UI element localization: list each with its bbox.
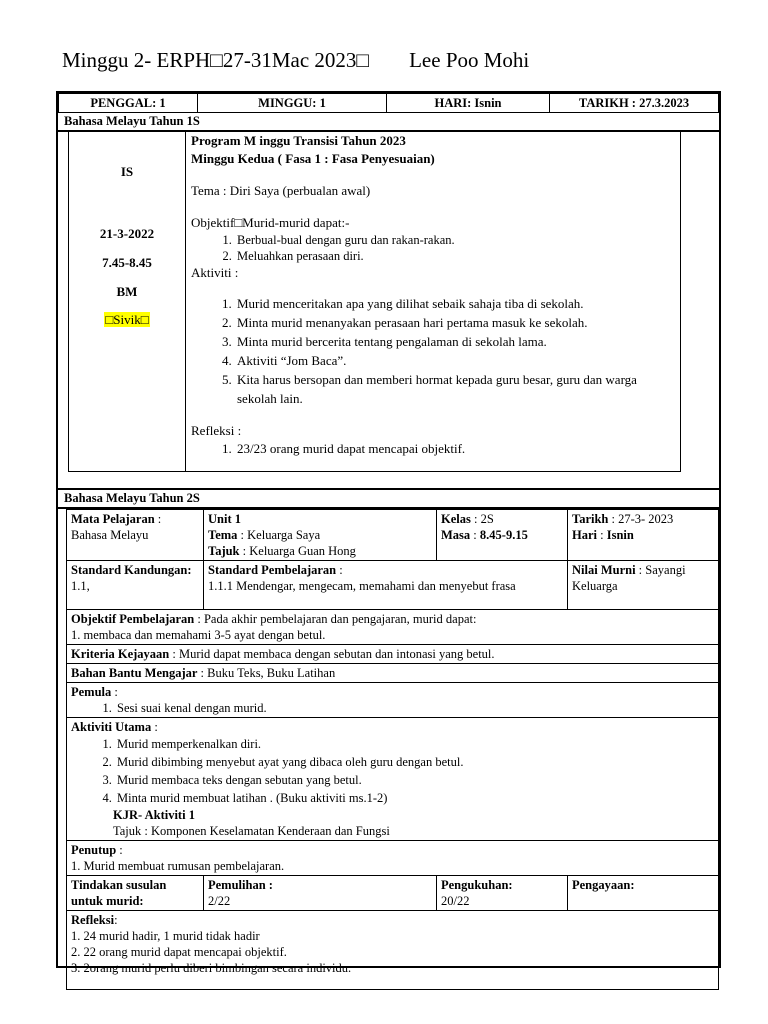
aktiviti-list [191,294,675,408]
objektif-pembelajaran-cell: Objektif Pembelajaran : Pada akhir pembelajaran dan pengajaran, murid dapat: 1. membaca dan memahami 3-5 ayat dengan betul. [67,610,719,645]
pemula-label: Pemula [71,685,112,699]
document-title [62,48,529,73]
program-subtitle: Minggu Kedua ( Fasa 1 : Fasa Penyesuaian) [191,151,435,166]
section1-body [58,132,719,490]
kelas-cell: Kelas : 2S Masa : 8.45-9.15 [437,510,568,561]
kriteria-cell: Kriteria Kejayaan : Murid dapat membaca dengan sebutan dan intonasi yang betul. [67,645,719,664]
minggu-cell: MINGGU: 1 [198,94,387,113]
class-code: IS [120,164,134,179]
list-item: 3. Minta murid bercerita tentang pengalaman di sekolah lama. [235,332,675,351]
program-title: Program M inggu Transisi Tahun 2023 [191,133,406,148]
refleksi-list [191,440,675,457]
refleksi-label: Refleksi [71,913,115,927]
objektif-label: Objektif□Murid-murid dapat:- [191,215,350,230]
hari-label: Hari [572,528,597,542]
mata-pelajaran-cell: Mata Pelajaran : Bahasa Melayu [67,510,204,561]
penggal-cell: PENGGAL: 1 [59,94,198,113]
kriteria-value: Murid dapat membaca dengan sebutan dan intonasi yang betul. [178,647,495,661]
list-item: 4. Minta murid membuat latihan . (Buku aktiviti ms.1-2) [115,789,714,807]
kjr-tajuk: Tajuk : Komponen Keselamatan Kenderaan dan Fungsi [113,824,390,838]
sp-value: 1.1.1 Mendengar, mengecam, memahami dan menyebut frasa [208,579,516,593]
list-item: 1. 23/23 orang murid dapat mencapai objektif. [235,440,675,457]
tindakan-cell: Tindakan susulan untuk murid: [67,876,204,911]
mata-pelajaran-label: Mata Pelajaran [71,512,155,526]
pengukuhan-label: Pengukuhan: [441,878,513,892]
mata-pelajaran-value: Bahasa Melayu [71,528,149,542]
bbm-value: Buku Teks, Buku Latihan [207,666,336,680]
bbm-label: Bahan Bantu Mengajar [71,666,198,680]
list-item: 1. Sesi suai kenal dengan murid. [115,700,714,716]
hari-cell: HARI: Isnin [387,94,550,113]
lesson-plan-frame [56,91,721,975]
section2-heading: Bahasa Melayu Tahun 2S [58,490,719,509]
tarikh-hari-cell: Tarikh : 27-3- 2023 Hari : Isnin [568,510,719,561]
kjr-title: KJR- Aktiviti 1 [113,808,195,822]
week-title: Minggu 2- ERPH□27-31Mac 2023□ [62,48,370,72]
aktiviti-label: Aktiviti : [191,265,239,280]
tarikh-cell: TARIKH : 27.3.2023 [550,94,719,113]
pengukuhan-value: 20/22 [441,894,470,908]
penutup-item: 1. Murid membuat rumusan pembelajaran. [71,859,285,873]
refleksi-item: 3. 2orang murid perlu diberi bimbingan secara individu. [71,961,352,975]
objektif-value: Pada akhir pembelajaran dan pengajaran, murid dapat: [203,612,477,626]
list-item: 4. Aktiviti “Jom Baca”. [235,351,675,370]
aktiviti-label: Aktiviti Utama [71,720,152,734]
penutup-cell: Penutup : 1. Murid membuat rumusan pembelajaran. [67,841,719,876]
tajuk-label: Tajuk [208,544,240,558]
nilai-label: Nilai Murni [572,563,636,577]
hari-value: Isnin [606,528,634,542]
tema-value: Keluarga Saya [247,528,321,542]
sivik-tag: □Sivik□ [105,312,149,327]
sk-value: 1.1, [71,579,90,593]
standard-pembelajaran-cell: Standard Pembelajaran : 1.1.1 Mendengar, mengecam, memahami dan menyebut frasa [204,561,568,610]
aktiviti-list [71,735,714,807]
kriteria-label: Kriteria Kejayaan [71,647,170,661]
pengukuhan-cell [437,876,568,911]
tarikh-value: 27-3- 2023 [618,512,674,526]
pemula-list [71,700,714,716]
refleksi-item: 1. 24 murid hadir, 1 murid tidak hadir [71,929,260,943]
section2-table [66,509,719,990]
objektif-list [191,232,675,264]
kelas-value: 2S [480,512,494,526]
tema-text: Tema : Diri Saya (perbualan awal) [191,183,371,198]
section2-body [58,509,719,990]
teacher-name: Lee Poo Mohi [409,48,530,72]
objektif-item: 1. membaca dan memahami 3-5 ayat dengan betul. [71,628,326,642]
list-item: 2. Minta murid menanyakan perasaan hari pertama masuk ke sekolah. [235,313,675,332]
refleksi-item: 2. 22 orang murid dapat mencapai objektif. [71,945,287,959]
masa-label: Masa [441,528,471,542]
penutup-label: Penutup [71,843,117,857]
tema-label: Tema [208,528,238,542]
unit-cell: Unit 1 Tema : Keluarga Saya Tajuk : Keluarga Guan Hong [204,510,437,561]
pemulihan-label: Pemulihan : [208,878,273,892]
pemula-cell: Pemula : 1. Sesi suai kenal dengan murid. [67,683,719,718]
objektif-label: Objektif Pembelajaran [71,612,195,626]
list-item: 2. Meluahkan perasaan diri. [235,248,675,264]
list-item: 1. Murid memperkenalkan diri. [115,735,714,753]
pemulihan-cell [204,876,437,911]
refleksi-cell: Refleksi: 1. 24 murid hadir, 1 murid tidak hadir 2. 22 orang murid dapat mencapai objektif. 3. 2orang murid perlu diberi bimbingan secara individu. [67,911,719,990]
sp-label: Standard Pembelajaran [208,563,337,577]
refleksi-label: Refleksi : [191,423,242,438]
sk-label: Standard Kandungan: [71,563,192,577]
list-item: 2. Murid dibimbing menyebut ayat yang dibaca oleh guru dengan betul. [115,753,714,771]
standard-kandungan-cell [67,561,204,610]
nilai-value: Sayangi Keluarga [572,563,686,593]
nilai-murni-cell: Nilai Murni : Sayangi Keluarga [568,561,719,610]
tarikh-label: Tarikh [572,512,609,526]
list-item: 5. Kita harus bersopan dan memberi hormat kepada guru besar, guru dan warga sekolah lain. [235,370,675,408]
bbm-cell: Bahan Bantu Mengajar : Buku Teks, Buku Latihan [67,664,719,683]
info-row [58,93,719,113]
pemulihan-value: 2/22 [208,894,231,908]
lesson-date: 21-3-2022 [99,226,155,241]
aktiviti-utama-cell: Aktiviti Utama : 1. Murid memperkenalkan diri. 2. Murid dibimbing menyebut ayat yang dibaca oleh guru dengan betul. 3. Murid membaca teks dengan sebutan yang betul. 4. Minta murid membuat latihan . (Buku aktiviti ms.1-2) KJR- Aktiviti 1 Tajuk : Komponen Keselamatan Kenderaan dan Fungsi [67,718,719,841]
section1-heading: Bahasa Melayu Tahun 1S [58,113,719,132]
tajuk-value: Keluarga Guan Hong [249,544,356,558]
list-item: 1. Murid menceritakan apa yang dilihat sebaik sahaja tiba di sekolah. [235,294,675,313]
unit-label: Unit 1 [208,512,241,526]
pengayaan-label: Pengayaan: [572,878,635,892]
lesson-subject: BM [116,284,138,299]
lesson-time: 7.45-8.45 [102,255,152,270]
section1-meta [68,132,186,472]
list-item: 3. Murid membaca teks dengan sebutan yang betul. [115,771,714,789]
kelas-label: Kelas [441,512,471,526]
masa-value: 8.45-9.15 [479,528,528,542]
section1-content [185,132,681,472]
list-item: 1. Berbual-bual dengan guru dan rakan-rakan. [235,232,675,248]
pengayaan-cell [568,876,719,911]
